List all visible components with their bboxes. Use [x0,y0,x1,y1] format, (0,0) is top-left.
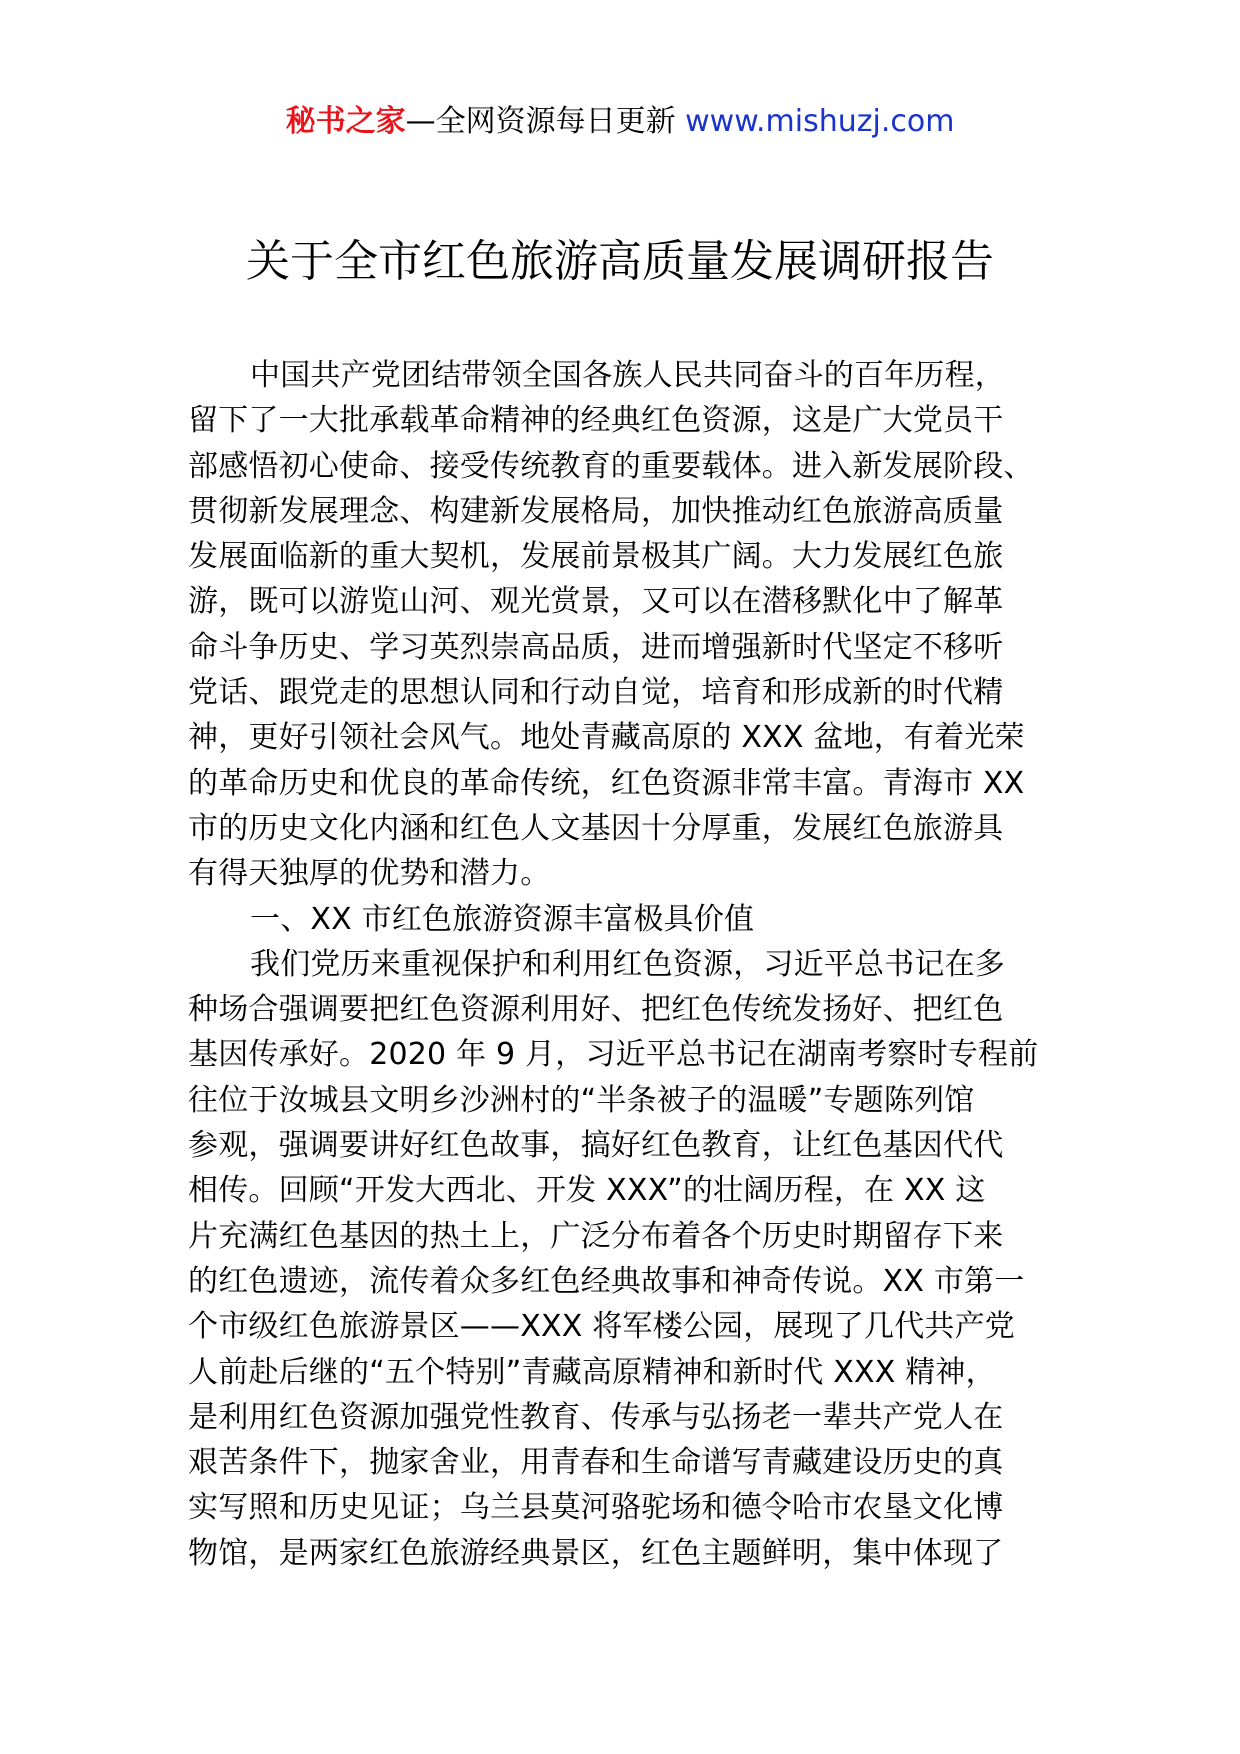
paragraph-line: 游，既可以游览山河、观光赏景，又可以在潜移默化中了解革 [188,584,1004,620]
paragraph-line: 基因传承好。2020 年 9 月，习近平总书记在湖南考察时专程前 [188,1037,1039,1073]
site-header [0,100,1240,144]
paragraph-line: 中国共产党团结带领全国各族人民共同奋斗的百年历程， [250,358,1005,393]
paragraph-line: 留下了一大批承载革命精神的经典红色资源，这是广大党员干 [188,403,1004,439]
site-url-link[interactable]: www.mishuzj.com [685,104,955,139]
paragraph-line: 种场合强调要把红色资源利用好、把红色传统发扬好、把红色 [188,992,1004,1028]
paragraph-line: 我们党历来重视保护和利用红色资源，习近平总书记在多 [250,946,1005,982]
document-body [188,353,1048,1576]
paragraph-line: 命斗争历史、学习英烈崇高品质，进而增强新时代坚定不移听 [188,629,1004,665]
section-heading: 一、XX 市红色旅游资源丰富极具价值 [250,901,755,937]
paragraph-line: 有得天独厚的优势和潜力。 [188,856,551,892]
site-brand: 秘书之家 [285,104,406,139]
paragraph-line: 发展面临新的重大契机，发展前景极其广阔。大力发展红色旅 [188,539,1004,575]
paragraph-line: 市的历史文化内涵和红色人文基因十分厚重，发展红色旅游具 [188,810,1004,846]
paragraph-line: 参观，强调要讲好红色故事，搞好红色教育，让红色基因代代 [188,1128,1004,1164]
paragraph-line: 贯彻新发展理念、构建新发展格局，加快推动红色旅游高质量 [188,493,1004,529]
paragraph-line: 部感悟初心使命、接受传统教育的重要载体。进入新发展阶段、 [188,448,1034,484]
paragraph-line: 神，更好引领社会风气。地处青藏高原的 XXX 盆地，有着光荣 [188,720,1025,756]
site-slogan: —全网资源每日更新 [405,104,686,139]
paragraph-line: 相传。回顾“开发大西北、开发 XXX”的壮阔历程，在 XX 这 [188,1173,986,1209]
document-title: 关于全市红色旅游高质量发展调研报告 [246,236,994,287]
paragraph-line: 是利用红色资源加强党性教育、传承与弘扬老一辈共产党人在 [188,1399,1004,1435]
paragraph-line: 艰苦条件下，抛家舍业，用青春和生命谱写青藏建设历史的真 [188,1445,1004,1481]
paragraph-line: 往位于汝城县文明乡沙洲村的“半条被子的温暖”专题陈列馆 [188,1082,975,1118]
paragraph-line: 的红色遗迹，流传着众多红色经典故事和神奇传说。XX 市第一 [188,1263,1025,1299]
paragraph-line: 实写照和历史见证；乌兰县莫河骆驼场和德令哈市农垦文化博 [188,1490,1004,1526]
paragraph-line: 个市级红色旅游景区——XXX 将军楼公园，展现了几代共产党 [188,1309,1015,1345]
paragraph-line: 党话、跟党走的思想认同和行动自觉，培育和形成新的时代精 [188,675,1004,711]
paragraph-line: 片充满红色基因的热土上，广泛分布着各个历史时期留存下来 [188,1218,1004,1254]
paragraph-line: 物馆，是两家红色旅游经典景区，红色主题鲜明，集中体现了 [188,1535,1004,1571]
paragraph-line: 的革命历史和优良的革命传统，红色资源非常丰富。青海市 XX [188,765,1025,801]
paragraph-line: 人前赴后继的“五个特别”青藏高原精神和新时代 XXX 精神， [188,1354,996,1390]
